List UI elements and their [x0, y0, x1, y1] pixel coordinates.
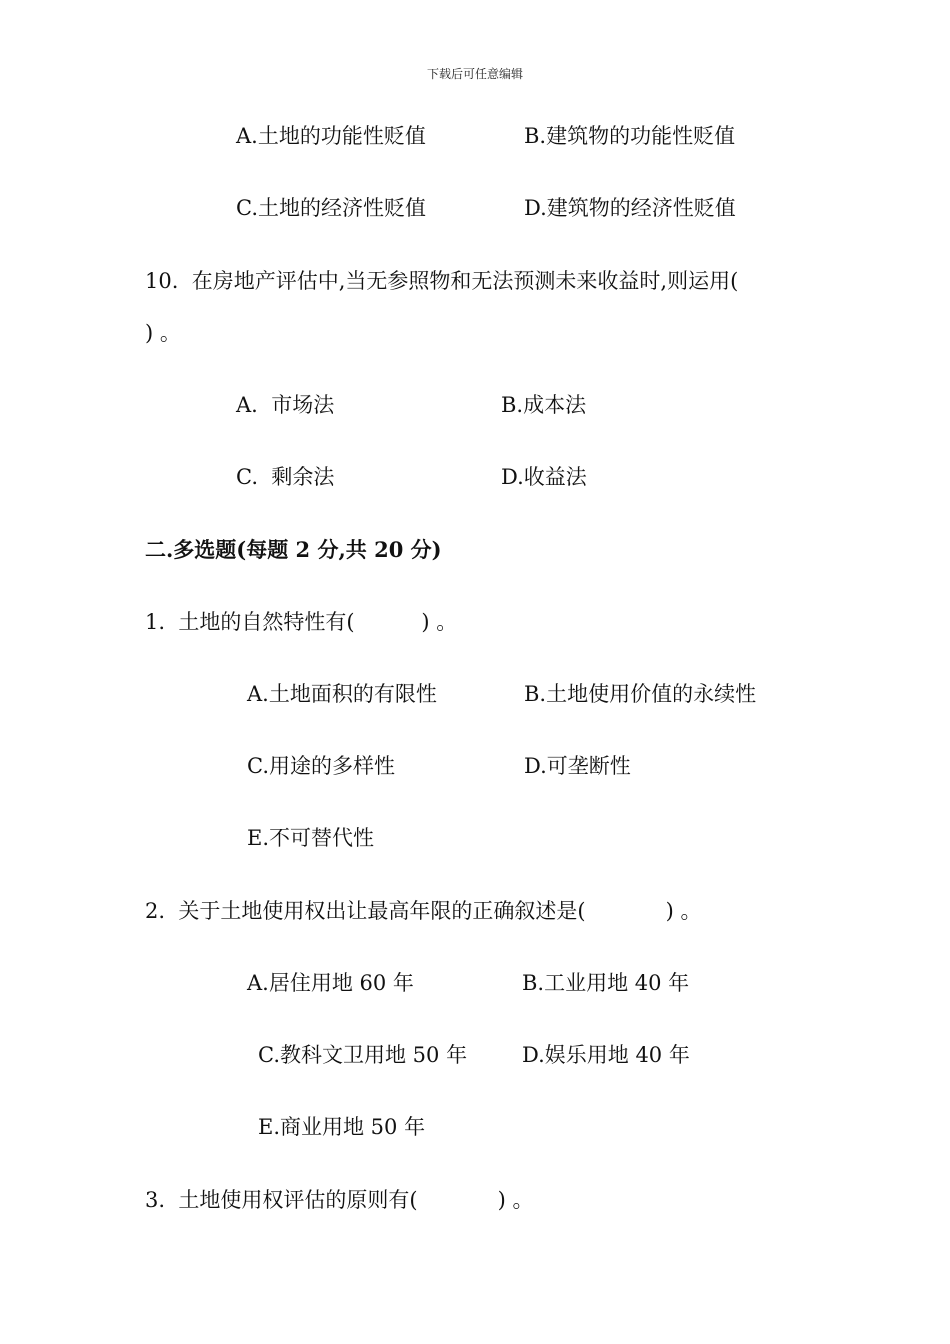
mq1-option-c: C.用途的多样性: [247, 754, 395, 778]
mq2-option-a: A.居住用地 60 年: [247, 971, 414, 995]
mq1-question: 1. 土地的自然特性有( ) 。: [145, 610, 458, 634]
q10-question-line1: 10. 在房地产评估中,当无参照物和无法预测未来收益时,则运用(: [145, 269, 739, 293]
mq2-question: 2. 关于土地使用权出让最高年限的正确叙述是( ) 。: [145, 899, 702, 923]
section-title: 二.多选题(每题 2 分,共 20 分): [145, 537, 442, 562]
q9-option-c: C.土地的经济性贬值: [236, 196, 426, 220]
q9-option-b: B.建筑物的功能性贬值: [524, 124, 736, 148]
q9-option-a: A.土地的功能性贬值: [236, 124, 426, 148]
mq2-option-e: E.商业用地 50 年: [258, 1115, 426, 1139]
q10-option-c: C. 剩余法: [236, 465, 335, 489]
mq1-option-d: D.可垄断性: [524, 754, 631, 778]
mq2-option-d: D.娱乐用地 40 年: [522, 1043, 690, 1067]
mq1-option-a: A.土地面积的有限性: [247, 682, 437, 706]
q10-question-line2: ) 。: [145, 321, 181, 345]
mq3-question: 3. 土地使用权评估的原则有( ) 。: [145, 1188, 534, 1212]
q9-option-d: D.建筑物的经济性贬值: [524, 196, 736, 220]
q10-option-d: D.收益法: [501, 465, 587, 489]
page-header: 下载后可任意编辑: [426, 67, 523, 81]
q10-option-b: B.成本法: [501, 393, 587, 417]
mq2-option-c: C.教科文卫用地 50 年: [258, 1043, 468, 1067]
mq2-option-b: B.工业用地 40 年: [522, 971, 690, 995]
q10-option-a: A. 市场法: [236, 393, 335, 417]
mq1-option-b: B.土地使用价值的永续性: [524, 682, 757, 706]
mq1-option-e: E.不可替代性: [247, 826, 375, 850]
